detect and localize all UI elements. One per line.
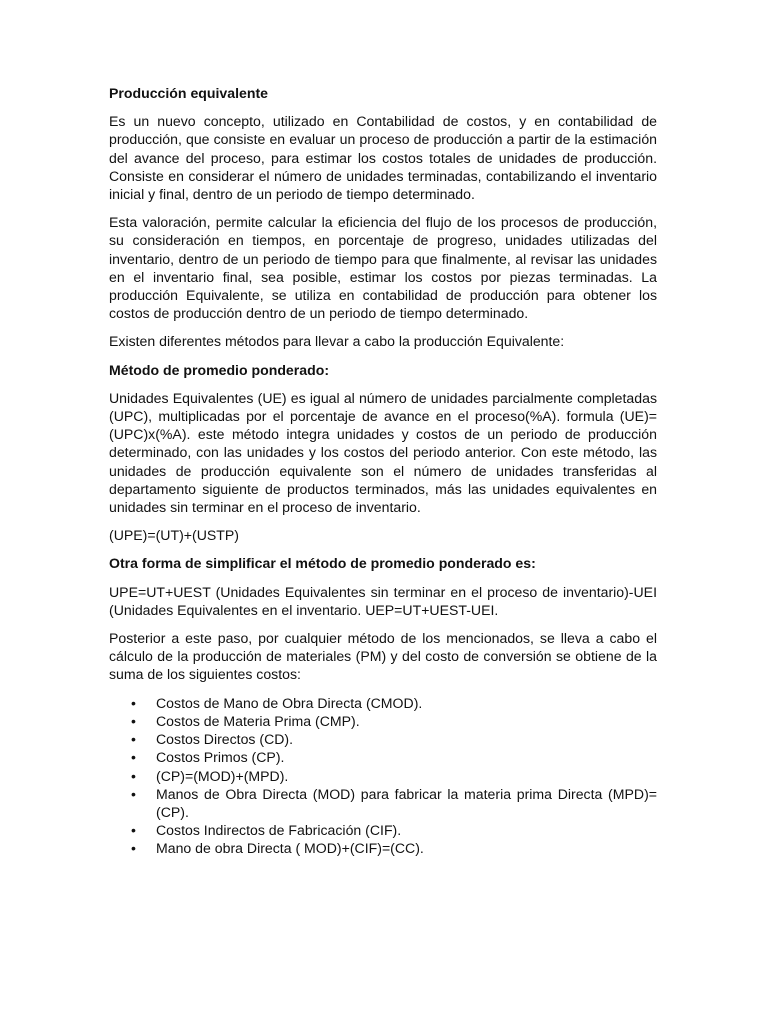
- bullet-icon: •: [131, 767, 136, 784]
- bullet-icon: •: [131, 731, 136, 748]
- list-item-text: Costos Primos (CP).: [156, 749, 285, 766]
- bullet-icon: •: [131, 822, 136, 839]
- list-item: [109, 712, 657, 730]
- bullet-icon: •: [131, 712, 136, 729]
- intro-paragraph-1: Es un nuevo concepto, utilizado en Contabilidad de costos, y en contabilidad de producción, que consiste en evaluar un proceso de producción a partir de la estimación del avance del proceso, para estimar los costos totales de unidades de producción. Consiste en considerar el número de unidades terminadas, contabilizando el inventario inicial y final, dentro de un periodo de tiempo determinado.: [109, 113, 657, 203]
- bullet-icon: •: [131, 785, 136, 802]
- list-item: [109, 730, 657, 748]
- section-simplify-title: Otra forma de simplificar el método de promedio ponderado es:: [109, 555, 536, 572]
- intro-paragraph-2: Esta valoración, permite calcular la eficiencia del flujo de los procesos de producción, su consideración en tiempos, en porcentaje de progreso, unidades utilizadas del inventario, dentro de un periodo de tiempo para que finalmente, al revisar las unidades en el inventario final, sea posible, estimar los costos por piezas terminadas. La producción Equivalente, se utiliza en contabilidad de producción para obtener los costos de producción dentro de un periodo de tiempo determinado.: [109, 214, 657, 322]
- list-item: [109, 694, 657, 712]
- intro-paragraph-3: Existen diferentes métodos para llevar a cabo la producción Equivalente:: [109, 333, 565, 350]
- list-item: [109, 767, 657, 785]
- bullet-icon: •: [131, 694, 136, 711]
- list-item-text: Mano de obra Directa ( MOD)+(CIF)=(CC).: [156, 840, 424, 857]
- document-page: [109, 84, 657, 858]
- section-weighted-title: Método de promedio ponderado:: [109, 361, 330, 378]
- section-weighted-paragraph: Unidades Equivalentes (UE) es igual al número de unidades parcialmente completadas (UPC), multiplicadas por el porcentaje de avance en el proceso(%A). formula (UE)=(UPC)x(%A). este método integra unidades y costos de un periodo de producción determinado, con las unidades y los costos del periodo anterior. Con este método, las unidades de producción equivalente son el número de unidades transferidas al departamento siguiente de productos terminados, más las unidades equivalentes en unidades sin terminar en el proceso de inventario.: [109, 389, 657, 516]
- section-simplify-paragraph: UPE=UT+UEST (Unidades Equivalentes sin terminar en el proceso de inventario)-UEI (Unidades Equivalentes en el inventario. UEP=UT+UEST-UEI.: [109, 583, 657, 618]
- list-item: [109, 821, 657, 839]
- list-item: [109, 748, 657, 766]
- list-item: [109, 839, 657, 857]
- bullet-icon: •: [131, 749, 136, 766]
- list-item-text: (CP)=(MOD)+(MPD).: [156, 767, 289, 784]
- bullet-icon: •: [131, 840, 136, 857]
- list-item-text: Costos Indirectos de Fabricación (CIF).: [156, 822, 402, 839]
- list-item-text: Manos de Obra Directa (MOD) para fabricar la materia prima Directa (MPD)=(CP).: [156, 785, 657, 820]
- list-item-text: Costos de Mano de Obra Directa (CMOD).: [156, 694, 423, 711]
- list-item-text: Costos de Materia Prima (CMP).: [156, 712, 360, 729]
- list-item-text: Costos Directos (CD).: [156, 731, 294, 748]
- cost-list: [109, 694, 657, 858]
- list-item: [109, 785, 657, 821]
- closing-paragraph: Posterior a este paso, por cualquier método de los mencionados, se lleva a cabo el cálculo de la producción de materiales (PM) y del costo de conversión se obtiene de la suma de los siguientes costos:: [109, 630, 657, 683]
- document-title: Producción equivalente: [109, 85, 268, 101]
- formula-upe: (UPE)=(UT)+(USTP): [109, 527, 239, 544]
